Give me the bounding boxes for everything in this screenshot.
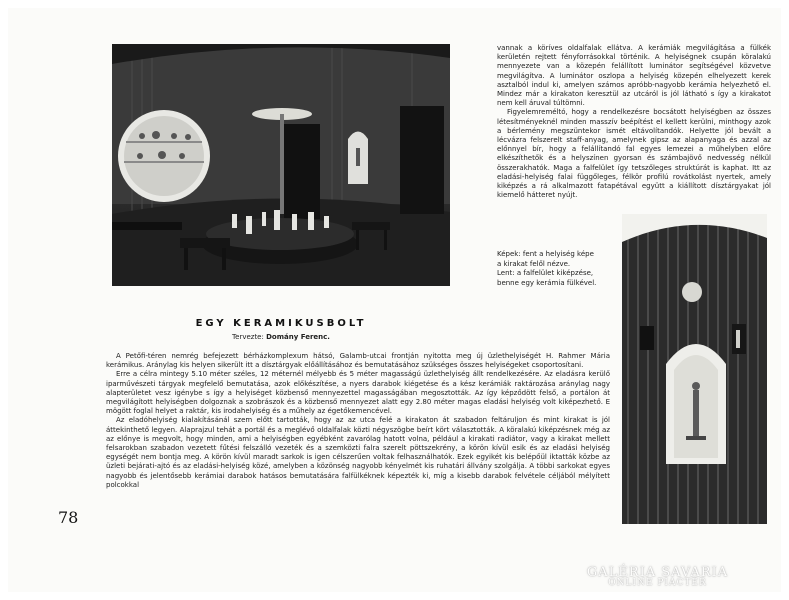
main-text-column [106, 352, 610, 490]
main-paragraph: Az eladóhelyiség kialakításánál szem előtt tartották, hogy az az utca felé a kirakaton át szabadon feltáruljon és mint kirakat is jól áttekinthető legyen. Alaprajzul tehát a portál és a meglévő oldalfalak közti négyszögbe beírt kört választották. A köralakú kiképzésnek még az az előnye is megvolt, hogy minden, ami a helyiségben egyébként zavarólag hatott volna, például a kirakati radiátor, vagy a kirakat mellett felsarokban szabadon vezetett fűtési felszálló vezeték és a szemközti falra szerelt pöttszekrény, a körön kívül esik és az eladási helyiség egységét nem bontja meg. A körön kívül maradt sarkok is igen célszerűen voltak felhasználhatók. Ezek egyikét kis belépőül iktatták közbe az üzleti bejárati-ajtó és az eladási-helyiség közé, amelyben a közönség nagyobb kényelmét kis ruhatári állvány szolgálja. A többi sarkokat egyes nagyobb és jelentősebb kerámiai darabok hatásos bemutatására falfülkéknek képezték ki, míg a kisebb darabok felvétele céljából mélyített polcokkal [106, 416, 610, 489]
watermark-line-1: GALÉRIA SAVARIA [586, 565, 729, 580]
main-paragraph: Erre a célra mintegy 5.10 méter széles, 12 méternél mélyebb és 5 méter magasságú üzlethelyiség állt rendelkezésére. Az eladásra kerülő iparművészeti tárgyak megfelelő bemutatása, azok előkészítése, a nyers darabok kiégetése és a kész kerámiák raktározása aránylag nagy alapterületet vesz igénybe s így a helyiséget közbenső mennyezettel magasságában megosztották. Az így képződött felső, a portálon át megvilágított helyiségben dolgoznak a szobrászok és a közbenső mennyezet alatt egy 2.80 méter magas eladási helyiség volt kiképezhető. E mögött foglal helyet a raktár, kis irodahelyiség és a műhely az égetőkemencével. [106, 370, 610, 416]
designer-prefix: Tervezte: [232, 333, 264, 341]
wall-niche-photo [622, 214, 767, 524]
caption-line: Lent: a falfelület kiképzése, [497, 269, 594, 277]
wall-niche-illustration [622, 214, 767, 524]
shop-interior-illustration [112, 44, 450, 286]
caption-line: a kirakat felől nézve. [497, 259, 571, 268]
right-paragraph: Figyelemreméltó, hogy a rendelkezésre bocsátott helyiségben az összes létesítményeknél minden masszív beépítést el kellett kerülni, minthogy azok a bérlemény megszüntekor ismét eltávolítandók. Helyette jól bevált a lécvázra felszerelt staff-anyag, amelynek gipsz az alapanyaga és azzal az előnnyel bír, hogy a felállítandó fal egyes lemezei a műhelyben előre elkészíthetők és a helyszínen gyorsan és számbajövő nedvesség nélkül összerakhatók. Maga a falfelület így tetszőleges struktúrát is kaphat. Itt az eladási-helyiség falai függőleges, félkör profilú rovátkolást nyertek, amely kiképzés a rá alkalmazott fatapétával együtt a kiállított dísztárgyakat jól kiemelő hátteret nyújt. [497, 108, 771, 200]
article-designer-credit [112, 333, 450, 341]
shop-interior-photo [112, 44, 450, 286]
gallery-watermark [540, 565, 775, 588]
main-paragraph: A Petőfi-téren nemrég befejezett bérházkomplexum hátsó, Galamb-utcai frontján nyitotta meg új üzlethelyiségét H. Rahmer Mária kerámikus. Aránylag kis helyen sikerült itt a dísztárgyak előállításához és bemutatásához szükséges összes helyiségeket csoportosítani. [106, 352, 610, 370]
caption-line: benne egy kerámia fülkével. [497, 278, 597, 287]
page-number: 78 [58, 508, 79, 527]
photo-caption [497, 250, 612, 288]
caption-line: Képek: fent a helyiség képe [497, 250, 594, 258]
designer-name: Domány Ferenc. [266, 333, 330, 341]
right-paragraph: vannak a köríves oldalfalak ellátva. A kerámiák megvilágítása a fülkék kerületén rejtett fényforrásokkal történik. A helyiségnek csupán köralakú mennyezete van a közepén felállított luminátor segítségével közvetve megvilágítva. A luminátor oszlopa a helyiség közepén elhelyezett kerek asztalból indul ki, amelyen számos apróbb-nagyobb kerámia helyezhető el. Mindez már a kirakaton keresztül az utcáról is jól látható s így a kirakatot nem kell áruval túltömni. [497, 44, 771, 108]
article-title: EGY KERAMIKUSBOLT [195, 318, 367, 329]
right-text-column [497, 44, 771, 200]
watermark-line-2: ONLINE PIACTÉR [608, 578, 707, 588]
